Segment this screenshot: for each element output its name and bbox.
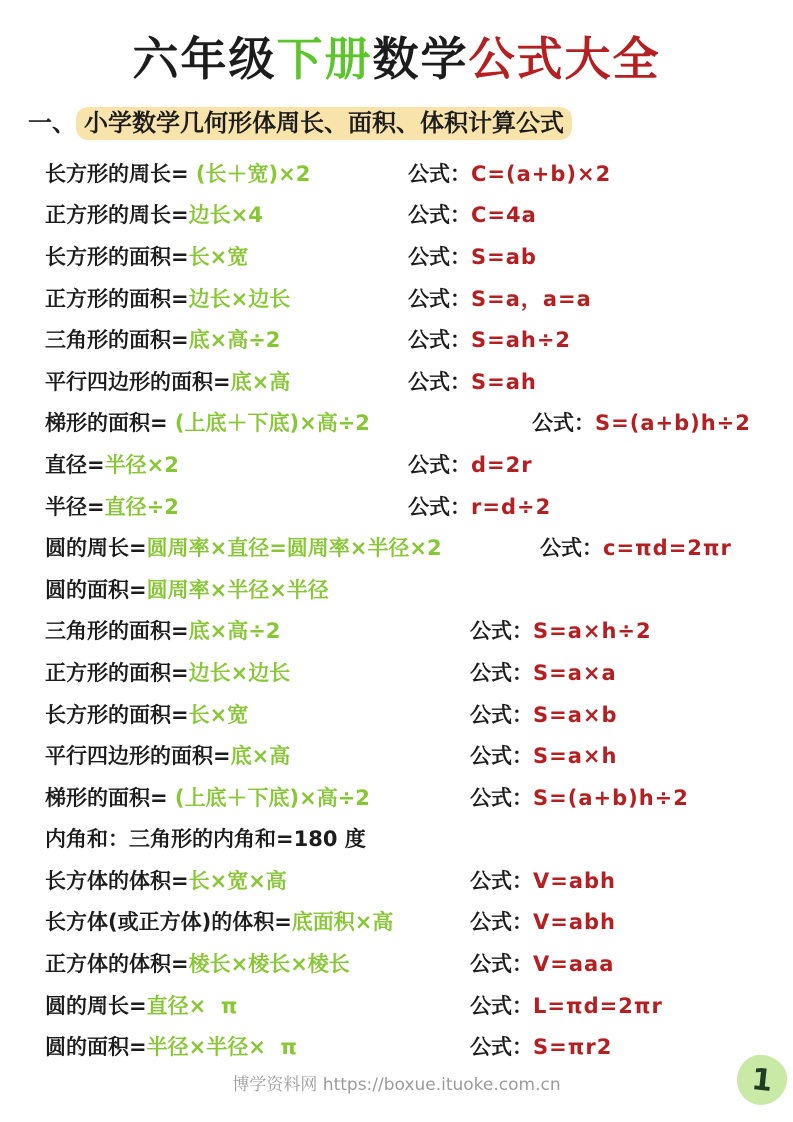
formula-row [0, 984, 793, 1026]
term-name-black: 正方形的面积= [45, 286, 189, 311]
formula-column [470, 657, 617, 687]
formula-row [0, 194, 793, 236]
formula-row [0, 901, 793, 943]
formula-value: S=a，a=a [471, 286, 592, 311]
formula-value: S=a×h [533, 744, 618, 769]
term-expression-green: 底×高 [230, 744, 291, 769]
term-name-black: 圆的周长= [45, 993, 147, 1018]
formula-row [0, 818, 793, 860]
formula-row [0, 443, 793, 485]
term-name-black: 梯形的面积= [45, 785, 175, 810]
term-label [45, 1031, 297, 1061]
formula-column [470, 699, 618, 729]
formula-column [408, 366, 537, 396]
term-label [45, 865, 287, 895]
formula-label: 公式： [470, 993, 533, 1018]
term-expression-green: 长×宽 [188, 244, 249, 269]
formula-column [470, 948, 614, 978]
formula-row [0, 318, 793, 360]
term-expression-green: 边长×边长 [188, 286, 291, 311]
formula-row [0, 152, 793, 194]
formula-column [408, 324, 571, 354]
term-label [45, 948, 350, 978]
formula-row [0, 651, 793, 693]
term-name-black: 平行四边形的面积= [45, 744, 231, 769]
section-header [28, 106, 793, 140]
term-name-black: 梯形的面积= [45, 411, 175, 436]
term-label [45, 615, 280, 645]
formula-label: 公式： [470, 660, 533, 685]
term-expression-green: 边长×边长 [188, 660, 291, 685]
formula-row [0, 235, 793, 277]
formula-label: 公式： [408, 369, 471, 394]
term-name-black: 内角和：三角形的内角和=180 度 [45, 827, 366, 852]
term-label [45, 491, 179, 521]
formula-column [408, 158, 611, 188]
footer-watermark: 博学资料网 https://boxue.ituoke.com.cn [232, 1075, 561, 1095]
term-expression-green: 底×高÷2 [188, 328, 281, 353]
formula-row [0, 360, 793, 402]
formula-value: S=(a+b)h÷2 [595, 411, 751, 436]
term-name-black: 圆的面积= [45, 577, 147, 602]
formula-label: 公式： [540, 536, 603, 561]
term-name-black: 直径= [45, 452, 105, 477]
term-label [45, 449, 179, 479]
term-label [45, 158, 310, 188]
title-green: 下册 [276, 32, 373, 86]
formula-value: S=ah÷2 [471, 328, 572, 353]
term-label [45, 324, 280, 354]
term-expression-green: 边长×4 [188, 203, 263, 228]
term-name-black: 半径= [45, 494, 105, 519]
term-label [45, 657, 290, 687]
term-expression-green: 圆周率×半径×半径 [146, 577, 329, 602]
formula-value: V=abh [533, 910, 617, 935]
term-expression-green: (长＋宽)×2 [195, 161, 311, 186]
term-name-black: 正方体的体积= [45, 952, 189, 977]
term-name-black: 三角形的面积= [45, 328, 189, 353]
page-number: 1 [749, 1061, 775, 1099]
formula-value: C=(a+b)×2 [471, 161, 612, 186]
term-name-black: 圆的周长= [45, 536, 147, 561]
formula-column [470, 990, 663, 1020]
formula-label: 公式： [408, 203, 471, 228]
formula-label: 公式： [470, 702, 533, 727]
term-label [45, 990, 237, 1020]
term-name-black: 正方形的面积= [45, 660, 189, 685]
formula-value: S=ab [471, 244, 537, 269]
formula-row [0, 568, 793, 610]
term-name-black: 三角形的面积= [45, 619, 189, 644]
formula-row [0, 776, 793, 818]
formula-value: S=a×a [533, 660, 617, 685]
formula-value: S=πr2 [533, 1035, 613, 1060]
term-expression-green: 棱长×棱长×棱长 [188, 952, 350, 977]
term-name-black: 长方体(或正方体)的体积= [45, 910, 292, 935]
term-name-black: 长方形的面积= [45, 244, 189, 269]
formula-label: 公式： [532, 411, 595, 436]
formula-column [470, 906, 616, 936]
formula-column [408, 449, 533, 479]
term-name-black: 正方形的周长= [45, 203, 189, 228]
term-expression-green: 底面积×高 [291, 910, 394, 935]
formula-label: 公式： [408, 286, 471, 311]
section-number: 一、 [28, 109, 76, 137]
term-expression-green: 半径×半径× π [146, 1035, 298, 1060]
term-expression-green: 圆周率×直径=圆周率×半径×2 [146, 536, 442, 561]
term-expression-green: 长×宽×高 [188, 868, 287, 893]
formula-row [0, 485, 793, 527]
formula-row [0, 526, 793, 568]
formula-row [0, 277, 793, 319]
formula-column [470, 615, 652, 645]
term-expression-green: (上底＋下底)×高÷2 [174, 411, 370, 436]
formula-label: 公式： [408, 494, 471, 519]
page-title [0, 28, 793, 90]
formula-column [470, 865, 616, 895]
formula-column [408, 241, 537, 271]
formula-row [0, 693, 793, 735]
formula-label: 公式： [408, 452, 471, 477]
formula-row [0, 942, 793, 984]
formula-label: 公式： [470, 744, 533, 769]
formula-row [0, 859, 793, 901]
term-name-black: 圆的面积= [45, 1035, 147, 1060]
term-label [45, 906, 393, 936]
term-expression-green: 直径÷2 [104, 494, 179, 519]
formula-column [470, 740, 617, 770]
formula-row [0, 1025, 793, 1067]
term-label [45, 283, 290, 313]
formula-value: d=2r [471, 452, 533, 477]
formula-value: V=abh [533, 868, 617, 893]
term-label [45, 407, 370, 437]
term-expression-green: 长×宽 [188, 702, 249, 727]
formula-value: V=aaa [533, 952, 615, 977]
formula-row [0, 402, 793, 444]
section-highlighted-text: 小学数学几何形体周长、面积、体积计算公式 [76, 107, 572, 140]
formula-value: r=d÷2 [471, 494, 552, 519]
formula-value: C=4a [471, 203, 537, 228]
term-expression-green: 底×高÷2 [188, 619, 281, 644]
formula-label: 公式： [470, 785, 533, 810]
formula-column [532, 407, 751, 437]
formula-column [470, 1031, 612, 1061]
term-label [45, 823, 366, 853]
formula-label: 公式： [408, 161, 471, 186]
term-label [45, 699, 248, 729]
term-label [45, 740, 290, 770]
formula-row [0, 610, 793, 652]
title-red: 公式大全 [468, 32, 661, 86]
title-black-2: 数学 [372, 32, 469, 86]
formula-column [408, 283, 592, 313]
formula-label: 公式： [408, 244, 471, 269]
term-name-black: 长方形的面积= [45, 702, 189, 727]
term-label [45, 366, 290, 396]
formula-value: S=ah [471, 369, 537, 394]
term-name-black: 长方体的体积= [45, 868, 189, 893]
formula-label: 公式： [470, 1035, 533, 1060]
formula-label: 公式： [470, 910, 533, 935]
formula-label: 公式： [470, 619, 533, 644]
term-label [45, 532, 442, 562]
formula-value: c=πd=2πr [603, 536, 732, 561]
formula-label: 公式： [470, 868, 533, 893]
formula-column [470, 782, 689, 812]
term-expression-green: 底×高 [230, 369, 291, 394]
term-expression-green: 半径×2 [104, 452, 179, 477]
formula-label: 公式： [470, 952, 533, 977]
formula-list [0, 152, 793, 1067]
term-label [45, 574, 329, 604]
formula-value: S=a×b [533, 702, 618, 727]
term-name-black: 长方形的周长= [45, 161, 196, 186]
formula-column [540, 532, 732, 562]
formula-value: S=a×h÷2 [533, 619, 652, 644]
term-label [45, 241, 248, 271]
title-black-1: 六年级 [132, 32, 277, 86]
term-label [45, 199, 263, 229]
formula-label: 公式： [408, 328, 471, 353]
formula-column [408, 491, 551, 521]
term-name-black: 平行四边形的面积= [45, 369, 231, 394]
formula-column [408, 199, 537, 229]
term-expression-green: (上底＋下底)×高÷2 [174, 785, 370, 810]
formula-value: L=πd=2πr [533, 993, 663, 1018]
term-expression-green: 直径× π [146, 993, 238, 1018]
term-label [45, 782, 370, 812]
formula-row [0, 734, 793, 776]
formula-value: S=(a+b)h÷2 [533, 785, 689, 810]
